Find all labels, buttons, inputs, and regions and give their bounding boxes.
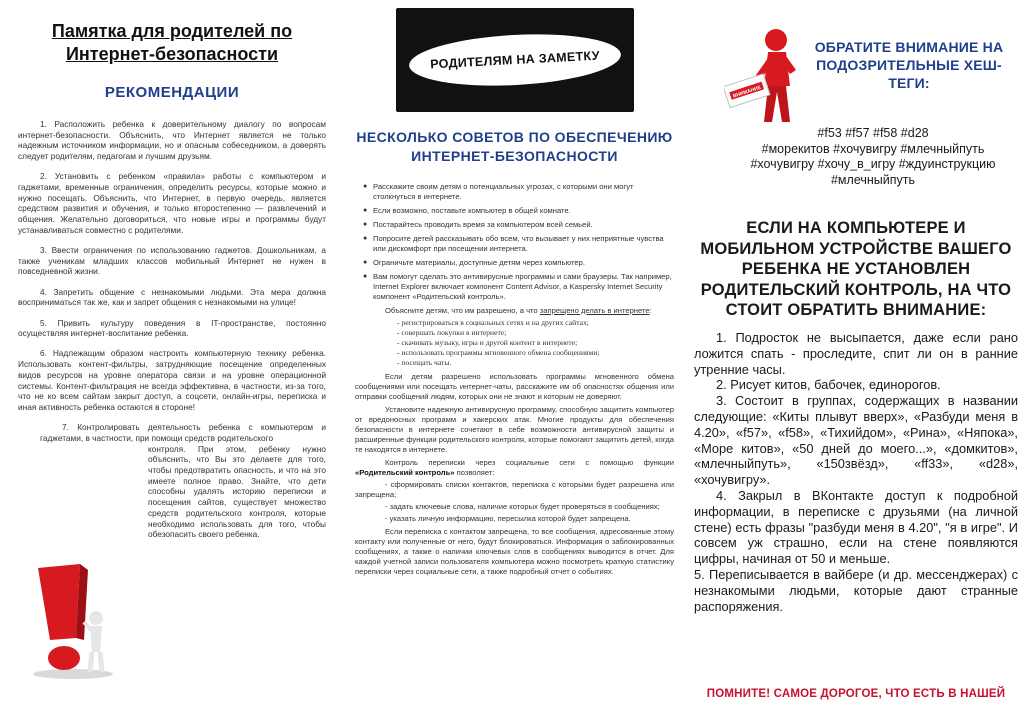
hashtag-line: #морекитов #хочувигру #млечныйпуть [761,141,985,156]
right-column [688,0,1024,724]
hashtag-line: #хочувигру #хочу_в_игру #ждуинструкцию [750,157,996,171]
control-allows: позволяет: [456,468,495,477]
tips-list [355,182,674,302]
left-column [0,0,340,724]
parents-note-banner [396,8,634,112]
restriction-item: - скачивать музыку, игры и другой контент в интернете; [397,338,578,347]
warning-sign-item: 4. Закрыл в ВКонтакте доступ к подробной информации, в переписке с друзьями (на личной стене) есть фразы "разбуди меня в 4.20", "я в игре". И совсем уж страшно, если на стене появляются цифры, начиная от 50 и меньше. [694,487,1018,567]
red-figure-with-sign-icon [724,26,804,130]
middle-column [345,0,682,724]
tip-item: ● Попросите детей рассказывать обо всем, что вызывает у них неприятные чувства или дискомфорт при посещении интернета. [365,234,674,254]
recommendation-item: 3. Ввести ограничения по использованию гаджетов. Дошкольникам, а также ученикам младших классов мобильный Интернет не нужен в повседневной жизни. [18,245,326,277]
explain-underlined: запрещено делать в интернете [539,306,650,315]
explain-text: Объясните детям, что им разрешено, а что [385,306,538,315]
warning-signs-list [694,330,1018,614]
chats-paragraph: Если детям разрешено использовать программы мгновенного обмена сообщениями или посещать интернет-чаты, расскажите им об опасностях общения или отправки сообщений людям, которых они не знают и которым не доверяют. [355,372,674,401]
hashtags-block [718,126,1024,188]
warning-sign-item: 3. Состоит в группах, содержащих в названии следующие: «Киты плывут вверх», «Разбуди меня в 4.20», «f57», «f58», «Тихийдом», «Рина», «Няпока», «Море китов», «50 дней до моего...», «домкитов», «млечныйпуть», «150звёзд», «ff33», «d28», «хочувигру». [694,393,1018,488]
recommendation-item: 2. Установить с ребенком «правила» работы с компьютером и гаджетами, временные ограничения, определить ресурсы, которые можно и нужно посещать. Объяснить, что Интернет, в первую очередь, является средством развития и обучения, и только второстепенно — развлечений и общения. Желательно договориться, что новые игры и программы будут устанавливаться совместно с родителями. [18,171,326,235]
hashtags-heading: ОБРАТИТЕ ВНИМАНИЕ НА ПОДОЗРИТЕЛЬНЫЕ ХЕШ-ТЕГИ: [814,39,1004,91]
control-text: Контроль переписки через социальные сети с помощью функции [385,458,674,467]
remember-footer: ПОМНИТЕ! САМОЕ ДОРОГОЕ, ЧТО ЕСТЬ В НАШЕЙ [706,688,1006,700]
warning-heading: ЕСЛИ НА КОМПЬЮТЕРЕ И МОБИЛЬНОМ УСТРОЙСТВЕ ВАШЕГО РЕБЕНКА НЕ УСТАНОВЛЕН РОДИТЕЛЬСКИЙ КОНТРОЛЬ, НА ЧТО СТОИТ ОБРАТИТЬ ВНИМАНИЕ: [700,219,1012,319]
sign-label: ВНИМАНИЕ [732,84,762,100]
page-title: Памятка для родителей по Интернет-безопасности [51,21,293,64]
tip-item: ● Расскажите своим детям о потенциальных угрозах, с которыми они могут столкнуться в интернете. [365,182,674,202]
warning-sign-item: 5. Переписывается в вайбере (и др. мессенджерах) с незнакомыми людьми, которые дают странные распоряжения. [694,566,1018,614]
tip-item: ● Постарайтесь проводить время за компьютером всей семьей. [365,220,674,230]
hashtag-line: #млечныйпуть [830,172,915,187]
recommendation-item: 6. Надлежащим образом настроить компьютерную технику ребенка. Использовать контент-фильтры, затрудняющие посещение определенных видов ресурсов на уровне оператора связи и на уровне операционной системы. Контент-фильтрация не всегда эффективна, в частности, из-за того, что не ко всем сайтам закрыт доступ, а соцсети, онлайн-игры, переписка и иная активность ребенка остаются в стороне! [18,348,326,412]
warning-sign-item: 2. Рисует китов, бабочек, единорогов. [716,377,941,393]
recommendation-item: 5. Привить культуру поведения в IT-пространстве, постоянно осуществляя интернет-воспитание ребенка. [18,317,326,339]
final-paragraph: Если переписка с контактом запрещена, то все сообщения, адресованные этому контакту или полученные от него, будут блокироваться. Информация о заблокированных сообщениях, а также о наличии ключевых слов в сообщениях выводится в отчет. Для каждой учетной записи пользователя компьютера можно посмотреть краткую статистику переписки через социальные сети, а также подробный отчет о событиях. [355,527,674,576]
recommendation-item [18,422,326,540]
tip-item: ● Ограничьте материалы, доступные детям через компьютер. [365,258,674,268]
restriction-item: - регистрироваться в социальных сетях и на других сайтах; [397,318,589,327]
recommendation-item-7-lead: 7. Контролировать деятельность ребенка с компьютером и гаджетами, в частности, при помощи средств родительского [40,422,326,443]
tip-item: ● Если возможно, поставьте компьютер в общей комнате. [365,206,674,216]
restriction-item: - совершать покупки в интернете; [397,328,507,337]
explain-colon: : [649,306,652,315]
recommendations-heading: РЕКОМЕНДАЦИИ [104,84,240,101]
recommendation-item-7-rest: контроля. При этом, ребенку нужно объяснить, что Вы это делаете для того, чтобы предотвратить опасность, и что на это имеете полное право. Знайте, что дети способны удалять историю переписки и посещения сайтов, существует множество средств родительского контроля, которые необходимо использовать для того, чтобы обезопасить своего ребенка. [148,443,326,540]
recommendations-list [18,119,326,540]
middle-body [355,306,674,577]
recommendation-item: 1. Расположить ребенка к доверительному диалогу по вопросам интернет-безопасности. Объяснить, что Интернет является не только надежным источником информации, но и опасным собеседником, а доверять следует родителям, педагогам и лучшим друзьям. [18,119,326,162]
warning-sign-item: 1. Подросток не высыпается, даже если рано ложится спать - проследите, спит ли он в ранние утренние часы. [694,330,1018,377]
banner-text: РОДИТЕЛЯМ НА ЗАМЕТКУ [429,48,600,72]
hashtag-line: #f53 #f57 #f58 #d28 [817,126,929,140]
control-item: - указать личную информацию, пересылка которой будет запрещена. [385,514,631,523]
control-bold: «Родительский контроль» [355,468,455,477]
tip-item: ● Вам помогут сделать это антивирусные программы и сами браузеры. Так например, Internet Explorer включает компонент Content Advisor, а Kaspersky Internet Security компонент «Родительский контроль». [365,272,674,302]
control-item: - сформировать списки контактов, переписка с которыми будет разрешена или запрещена; [355,480,674,499]
control-item: - задать ключевые слова, наличие которых будет проверяться в сообщениях; [385,502,660,511]
banner-plate [407,29,621,90]
exclamation-figure-icon [28,560,118,680]
restriction-item: - использовать программы мгновенного обмена сообщениями; [397,348,600,357]
antivirus-paragraph: Установите надежную антивирусную программу, способную защитить компьютер от вредоносных программ и хакерских атак. Многие продукты для обеспечения безопасности в интернете сочетают в себе возможности антивирусной защиты и расширенные функции родительского контроля, которые помогают защитить детей, когда те находятся в интернете. [355,405,674,454]
restriction-item: - посещать чаты. [397,358,452,367]
explain-paragraph [355,306,674,316]
control-paragraph [355,458,674,478]
tips-heading: НЕСКОЛЬКО СОВЕТОВ ПО ОБЕСПЕЧЕНИЮ ИНТЕРНЕТ-БЕЗОПАСНОСТИ [356,129,673,164]
recommendation-item: 4. Запретить общение с незнакомыми людьми. Эта мера должна восприниматься так же, как и запрет общения с незнакомыми на улице! [18,286,326,308]
